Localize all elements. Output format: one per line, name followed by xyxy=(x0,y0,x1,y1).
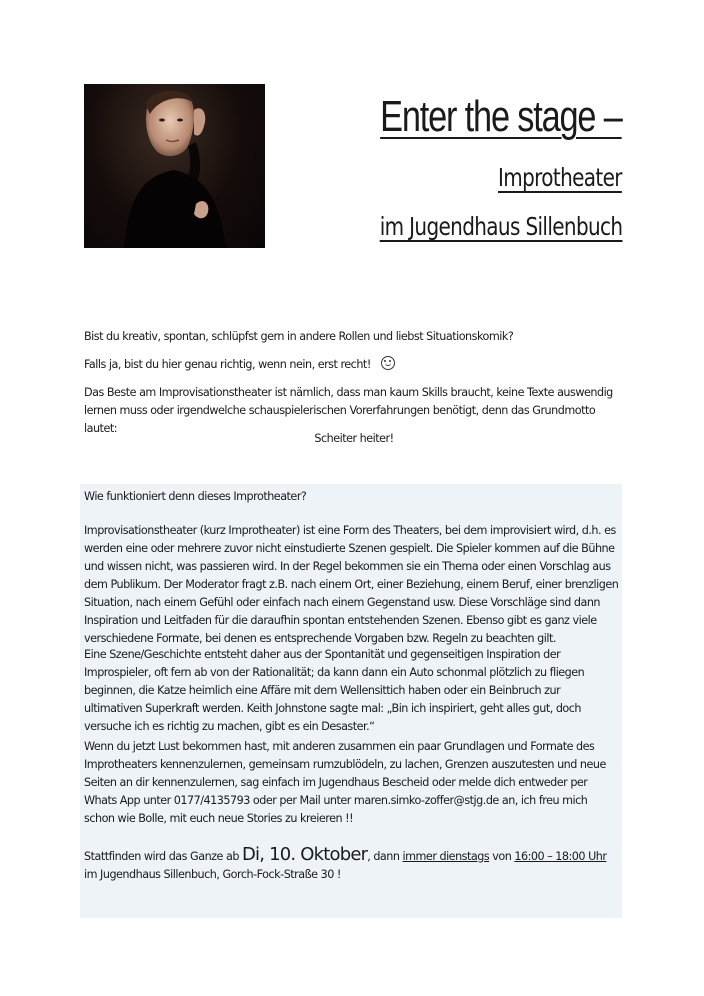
schedule-start-date: Di, 10. Oktober xyxy=(242,844,368,865)
page-title: Enter the stage – xyxy=(380,92,622,141)
info-paragraph-schedule xyxy=(84,846,620,884)
info-question: Wie funktioniert denn dieses Improtheater? xyxy=(84,490,307,503)
intro-answer xyxy=(84,356,624,374)
schedule-weekday: immer dienstags xyxy=(402,850,490,863)
intro-question: Bist du kreativ, spontan, schlüpfst gern in andere Rollen und liebst Situationskomik? xyxy=(84,330,514,343)
schedule-location: im Jugendhaus Sillenbuch, Gorch-Fock-Straße 30 ! xyxy=(84,868,341,881)
smiley-icon xyxy=(381,356,395,370)
schedule-time: 16:00 – 18:00 Uhr xyxy=(514,850,607,863)
schedule-text-c: von xyxy=(489,850,515,863)
schedule-text-b: , dann xyxy=(367,850,403,863)
page-subtitle-improtheater: Improtheater xyxy=(498,163,622,192)
intro-answer-text: Falls ja, bist du hier genau richtig, wenn nein, erst recht! xyxy=(84,358,371,371)
info-paragraph-contact: Wenn du jetzt Lust bekommen hast, mit anderen zusammen ein paar Grundlagen und Formate des Improtheaters kennenzulernen, gemeinsam rumzublödeln, zu lachen, Grenzen auszutesten und neue Seiten an dir kennenzulernen, sag einfach im Jugendhaus Bescheid oder melde dich entweder per Whats App unter 0177/4135793 oder per Mail unter maren.simko-zoffer@stjg.de an, ich freu mich schon wie Bolle, mit euch neue Stories zu kreieren !! xyxy=(84,740,606,825)
performer-photo xyxy=(84,84,265,248)
info-box xyxy=(80,484,622,918)
performer-illustration xyxy=(84,84,265,248)
info-paragraph-definition: Improvisationstheater (kurz Improtheater) ist eine Form des Theaters, bei dem improvisiert wird, d.h. es werden eine oder mehrere zuvor nicht einstudierte Szenen gespielt. Die Spieler kommen auf die Bühne und wissen nicht, was passieren wird. In der Regel bekommen sie ein Thema oder einen Vorschlag aus dem Publikum. Der Moderator fragt z.B. nach einem Ort, einer Beziehung, einem Beruf, einer brenzligen Situation, nach einem Gefühl oder einfach nach einem Gegenstand usw. Diese Vorschläge sind dann Inspiration und Leitfaden für die daraufhin spontan entstehenden Szenen. Ebenso gibt es ganz viele verschiedene Formate, bei denen es entsprechende Vorgaben bzw. Regeln zu beachten gilt. xyxy=(84,524,619,645)
info-paragraph-scenes: Eine Szene/Geschichte entsteht daher aus der Spontanität und gegenseitigen Inspiration der Improspieler, oft fern ab von der Rationalität; da kann dann ein Auto schonmal plötzlich zu fliegen beginnen, die Katze heimlich eine Affäre mit dem Wellensittich haben oder ein Beinbruch zur ultimativen Superkraft werden. Keith Johnstone sagte mal: „Bin ich inspiriert, geht alles gut, doch versuche ich es richtig zu machen, gibt es ein Desaster.“ xyxy=(84,648,585,733)
page-subtitle-location: im Jugendhaus Sillenbuch xyxy=(379,212,622,241)
motto: Scheiter heiter! xyxy=(314,432,394,445)
schedule-text-a: Stattfinden wird das Ganze ab xyxy=(84,850,242,863)
intro-explanation: Das Beste am Improvisationstheater ist nämlich, dass man kaum Skills braucht, keine Texte auswendig lernen muss oder irgendwelche schauspielerischen Vorerfahrungen benötigt, denn das Grundmotto lautet: xyxy=(84,386,613,435)
